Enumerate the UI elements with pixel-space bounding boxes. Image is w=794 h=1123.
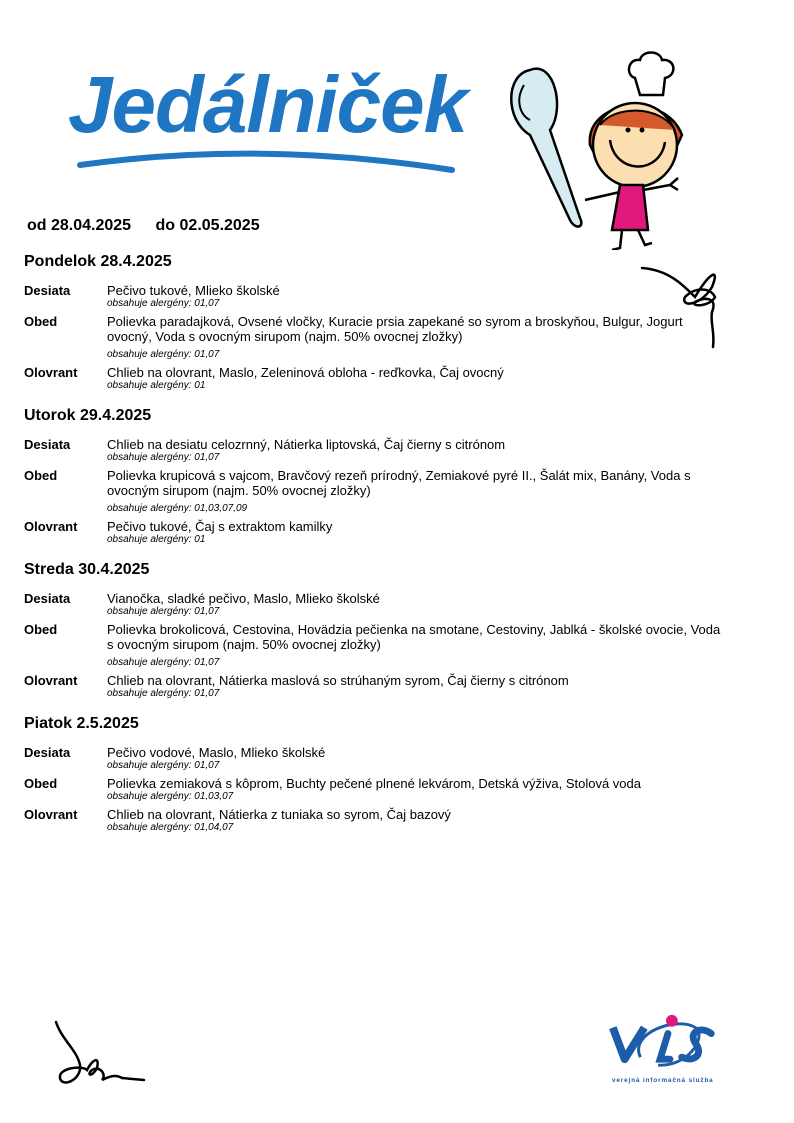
meal-allergens: obsahuje alergény: 01	[107, 380, 206, 391]
day-title: Utorok 29.4.2025	[24, 407, 152, 424]
meal-label: Obed	[24, 468, 58, 483]
day-title: Piatok 2.5.2025	[24, 715, 139, 732]
meal-food: Polievka brokolicová, Cestovina, Hovädzia pečienka na smotane, Cestoviny, Jablká - školské ovocie, Voda s ovocným sirupom (najm. 50% ovocnej zložky)	[107, 622, 721, 652]
vis-tagline: verejná informačná služba	[612, 1077, 714, 1084]
meal-food: Pečivo vodové, Maslo, Mlieko školské	[107, 745, 326, 760]
meal-allergens: obsahuje alergény: 01,07	[107, 452, 220, 463]
day-section	[24, 406, 724, 550]
meal-allergens: obsahuje alergény: 01,07	[107, 349, 220, 360]
meal-label: Olovrant	[24, 519, 78, 534]
meal-allergens: obsahuje alergény: 01	[107, 534, 206, 545]
meal-allergens: obsahuje alergény: 01,03,07	[107, 791, 234, 802]
meal-food: Chlieb na desiatu celozrnný, Nátierka liptovská, Čaj čierny s citrónom	[107, 437, 506, 452]
meal-row-obed	[24, 776, 724, 807]
meal-row-olovrant	[24, 519, 724, 550]
signature-icon	[640, 262, 740, 352]
day-section	[24, 714, 724, 838]
jedalnicek-logo	[60, 40, 500, 180]
meal-label: Desiata	[24, 591, 71, 606]
vis-pink-dot	[666, 1015, 678, 1027]
meal-food: Polievka paradajková, Ovsené vločky, Kuracie prsia zapekané so syrom a broskyňou, Bulgur, Jogurt ovocný, Voda s ovocným sirupom (najm. 50% ovocnej zložky)	[107, 314, 683, 344]
menu-period	[27, 217, 260, 235]
vis-logo-graphic	[608, 1008, 720, 1077]
meal-label: Olovrant	[24, 365, 78, 380]
meal-food: Chlieb na olovrant, Nátierka maslová so strúhaným syrom, Čaj čierny s citrónom	[107, 673, 569, 688]
day-title: Pondelok 28.4.2025	[24, 253, 172, 270]
meal-allergens: obsahuje alergény: 01,07	[107, 606, 220, 617]
signature-bottom	[52, 1020, 148, 1090]
meal-food: Pečivo tukové, Mlieko školské	[107, 283, 280, 298]
vis-letter-i	[660, 1034, 670, 1060]
meal-row-desiata	[24, 745, 724, 776]
meal-row-desiata	[24, 591, 724, 622]
meal-row-obed	[24, 622, 724, 673]
meal-row-obed	[24, 468, 724, 519]
jedalnicek-logo-graphic	[60, 40, 500, 180]
meal-food: Chlieb na olovrant, Maslo, Zeleninová obloha - reďkovka, Čaj ovocný	[107, 365, 504, 380]
meal-allergens: obsahuje alergény: 01,03,07,09	[107, 503, 248, 514]
meal-row-obed	[24, 314, 724, 365]
vis-letter-s	[682, 1030, 712, 1059]
period-to: do 02.05.2025	[155, 217, 260, 234]
meal-row-olovrant	[24, 807, 724, 838]
meal-food: Chlieb na olovrant, Nátierka z tuniaka so syrom, Čaj bazový	[107, 807, 451, 822]
meal-row-desiata	[24, 283, 724, 314]
chef-hat-icon	[629, 53, 673, 96]
logo-title-text: Jedálniček	[68, 60, 468, 149]
meal-food: Polievka krupicová s vajcom, Bravčový rezeň prírodný, Zemiakové pyré II., Šalát mix, Banány, Voda s ovocným sirupom (najm. 50% ovocnej zložky)	[107, 468, 691, 498]
meal-label: Obed	[24, 776, 58, 791]
meal-allergens: obsahuje alergény: 01,07	[107, 298, 220, 309]
day-title: Streda 30.4.2025	[24, 561, 150, 578]
meal-label: Olovrant	[24, 673, 78, 688]
spoon-icon	[511, 69, 581, 227]
meal-allergens: obsahuje alergény: 01,07	[107, 688, 220, 699]
meal-label: Obed	[24, 314, 58, 329]
chef-girl-icon	[500, 50, 690, 250]
meal-row-olovrant	[24, 365, 724, 396]
meal-food: Vianočka, sladké pečivo, Maslo, Mlieko školské	[107, 591, 380, 606]
chef-girl-illustration	[500, 50, 690, 250]
signature-icon	[52, 1020, 148, 1090]
weekly-menu	[24, 252, 724, 848]
meal-label: Desiata	[24, 745, 71, 760]
meal-label: Obed	[24, 622, 58, 637]
meal-allergens: obsahuje alergény: 01,07	[107, 760, 220, 771]
day-section	[24, 252, 724, 396]
meal-label: Olovrant	[24, 807, 78, 822]
meal-allergens: obsahuje alergény: 01,07	[107, 657, 220, 668]
meal-row-desiata	[24, 437, 724, 468]
meal-food: Polievka zemiaková s kôprom, Buchty pečené plnené lekvárom, Detská výživa, Stolová voda	[107, 776, 641, 791]
day-section	[24, 560, 724, 704]
signature-top	[640, 262, 740, 352]
period-from: od 28.04.2025	[27, 217, 132, 234]
logo-underline-swoosh	[80, 154, 452, 170]
meal-label: Desiata	[24, 437, 71, 452]
meal-row-olovrant	[24, 673, 724, 704]
meal-allergens: obsahuje alergény: 01,04,07	[107, 822, 234, 833]
meal-label: Desiata	[24, 283, 71, 298]
meal-food: Pečivo tukové, Čaj s extraktom kamilky	[107, 519, 333, 534]
